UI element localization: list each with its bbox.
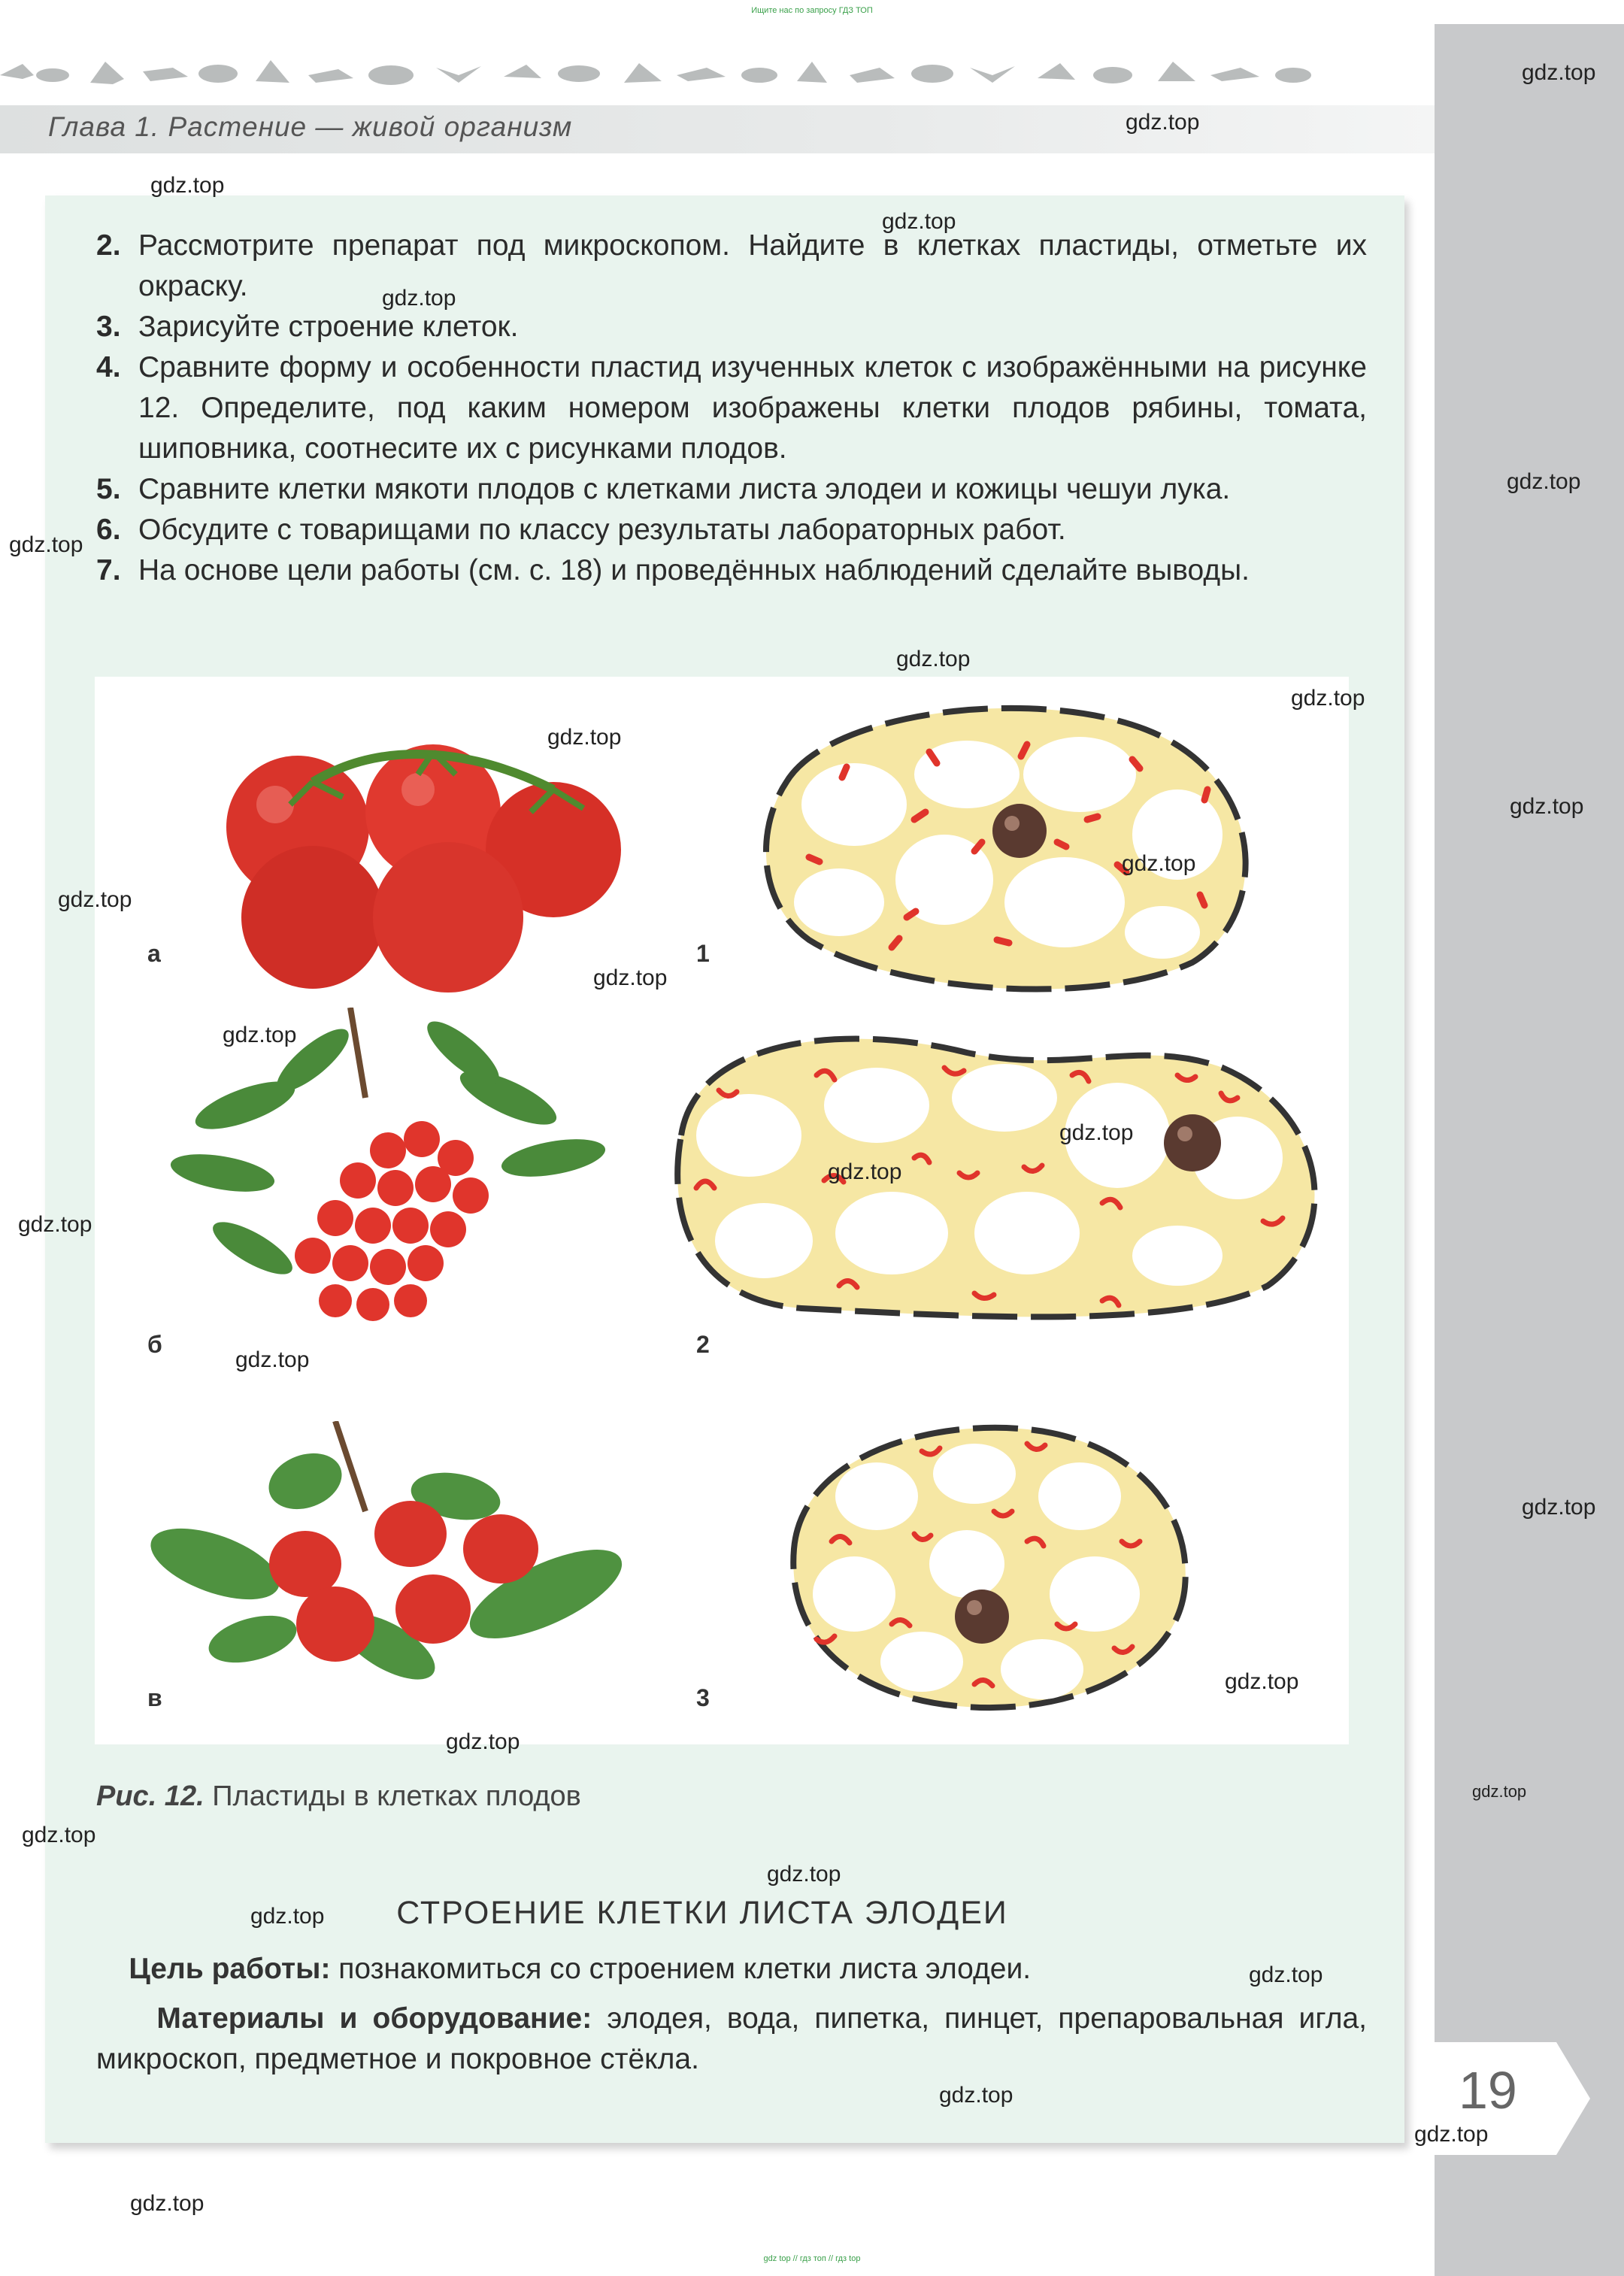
figure-label-3: 3: [696, 1684, 710, 1711]
top-note: Ищите нас по запросу ГДЗ ТОП: [751, 6, 873, 15]
materials-paragraph: [96, 1999, 1367, 2080]
watermark: gdz.top: [1225, 1669, 1299, 1694]
watermark: gdz.top: [1059, 1120, 1134, 1145]
rowan-image: [162, 1008, 644, 1338]
watermark: gdz.top: [9, 532, 83, 557]
figure-label-1: 1: [696, 940, 710, 967]
chapter-title: Глава 1. Растение — живой организм: [48, 111, 573, 142]
watermark: gdz.top: [1522, 1495, 1596, 1520]
figure-caption: [96, 1780, 581, 1813]
step-item: 3. Зарисуйте строение клеток.: [96, 311, 519, 343]
step-item: 7. На основе цели работы (см. с. 18) и проведённых наблюдений сделайте выводы.: [96, 554, 1250, 586]
materials-label: Материалы и оборудование:: [156, 2002, 592, 2035]
cell-1-diagram: [741, 692, 1283, 993]
figure-label-b: б: [147, 1331, 162, 1358]
watermark: gdz.top: [18, 1212, 92, 1237]
watermark: gdz.top: [382, 286, 456, 311]
cell-3-diagram: [771, 1414, 1207, 1722]
section-title: СТРОЕНИЕ КЛЕТКИ ЛИСТА ЭЛОДЕИ: [396, 1895, 1008, 1931]
watermark: gdz.top: [1522, 60, 1596, 85]
bottom-note: gdz top // гдз топ // гдз top: [763, 2254, 861, 2263]
tomato-image: [162, 722, 704, 993]
caption-text: Пластиды в клетках плодов: [212, 1780, 581, 1812]
watermark: gdz.top: [767, 1862, 841, 1887]
watermark: gdz.top: [1126, 110, 1200, 135]
watermark: gdz.top: [1122, 851, 1196, 876]
watermark: gdz.top: [1414, 2122, 1489, 2147]
lab-steps-list: [96, 226, 1367, 591]
step-item: 6. Обсудите с товарищами по классу результаты лабораторных работ.: [96, 514, 1066, 546]
watermark: gdz.top: [593, 965, 668, 990]
figure-label-2: 2: [696, 1331, 710, 1358]
caption-prefix: Рис. 12.: [96, 1780, 205, 1812]
page-number: 19: [1459, 2061, 1517, 2120]
page-edge-strip: [1435, 24, 1624, 2276]
watermark: gdz.top: [896, 647, 971, 671]
watermark: gdz.top: [235, 1347, 310, 1372]
watermark: gdz.top: [1249, 1962, 1323, 1987]
watermark: gdz.top: [1507, 469, 1581, 494]
watermark: gdz.top: [939, 2083, 1013, 2108]
animal-silhouettes-band: [0, 45, 1353, 98]
goal-text: познакомиться со строением клетки листа элодеи.: [338, 1953, 1032, 1985]
watermark: gdz.top: [1291, 686, 1365, 711]
watermark: gdz.top: [130, 2191, 205, 2216]
figure-label-a: а: [147, 940, 161, 967]
rosehip-image: [140, 1421, 681, 1714]
watermark: gdz.top: [223, 1023, 297, 1047]
materials-text: элодея, вода, пипетка, пинцет, препаровальная игла, микроскоп, предметное и покровное стёкла.: [96, 2002, 1367, 2075]
watermark: gdz.top: [58, 887, 132, 912]
watermark: gdz.top: [547, 725, 622, 750]
step-item: 2. Рассмотрите препарат под микроскопом. Найдите в клетках пластиды, отметьте их окраску.: [96, 229, 1367, 302]
step-item: 4. Сравните форму и особенности пластид изученных клеток с изображёнными на рисунке 12. Определите, под каким номером изображены клетки плодов рябины, томата, шиповника, соотнесите их с рисунками плодов.: [96, 351, 1367, 465]
watermark: gdz.top: [250, 1904, 325, 1929]
watermark: gdz.top: [882, 209, 956, 234]
watermark: gdz.top: [1472, 1782, 1527, 1801]
goal-paragraph: [96, 1949, 1367, 1990]
watermark: gdz.top: [446, 1729, 520, 1754]
step-item: 5. Сравните клетки мякоти плодов с клетками листа элодеи и кожицы чешуи лука.: [96, 473, 1231, 505]
watermark: gdz.top: [1510, 794, 1584, 819]
watermark: gdz.top: [150, 173, 225, 198]
figure-label-c: в: [147, 1684, 162, 1711]
cell-2-diagram: [651, 1008, 1343, 1331]
figure-12: [95, 677, 1349, 1744]
watermark: gdz.top: [828, 1159, 902, 1184]
goal-label: Цель работы:: [129, 1953, 331, 1985]
watermark: gdz.top: [22, 1823, 96, 1847]
